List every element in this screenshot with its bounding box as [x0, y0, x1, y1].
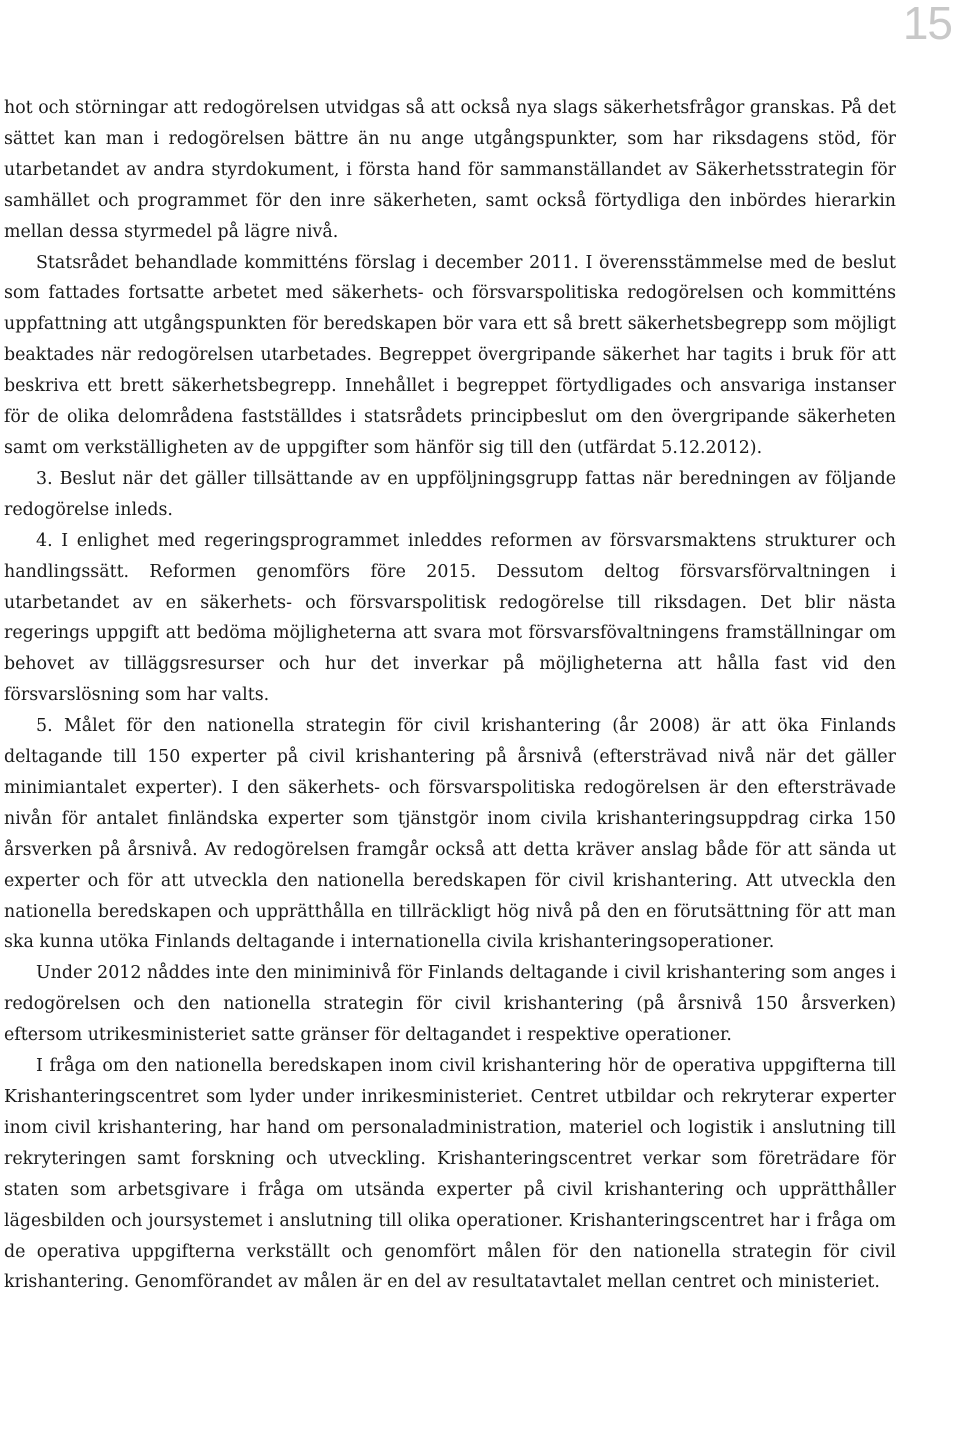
paragraph-5: 5. Målet för den nationella strategin för civil krishantering (år 2008) är att öka Finlands deltagande till 150 experter på civil krishantering på årsnivå (eftersträvad nivå när det gäller minimiantalet experter). I den säkerhets- och försvarspolitiska redogörelsen är den eftersträvade nivån för antalet finländska experter som tjänstgör inom civila krishanteringsuppdrag cirka 150 årsverken på årsnivå. Av redogörelsen framgår också att detta kräver anslag både för att sända ut experter och för att utveckla den nationella beredskapen för civil krishantering. Att utveckla den nationella beredskapen och upprätthålla en tillräckligt hög nivå på den en förutsättning för att man ska kunna utöka Finlands deltagande i internationella civila krishanteringsoperationer. — [4, 716, 896, 953]
paragraph-1: hot och störningar att redogörelsen utvidgas så att också nya slags säkerhetsfrågor granskas. På det sättet kan man i redogörelsen bättre än nu ange utgångspunkter, som har riksdagens stöd, för utarbetandet av andra styrdokument, i första hand för sammanställandet av Säkerhetsstrategin för samhället och programmet för den inre säkerheten, samt också förtydliga den inbördes hierarkin mellan dessa styrmedel på lägre nivå. — [4, 98, 896, 242]
page-number: 15 — [902, 0, 952, 49]
body-text — [4, 93, 896, 1298]
paragraph-4: 4. I enlighet med regeringsprogrammet inleddes reformen av försvarsmaktens strukturer och handlingssätt. Reformen genomförs före 2015. Dessutom deltog försvarsförvaltningen i utarbetandet av en säkerhets- och försvarspolitisk redogörelse till riksdagen. Det blir nästa regerings uppgift att bedöma möjligheterna att svara mot försvarsfövaltningens framställningar om behovet av tilläggsresurser och hur det inverkar på möjligheterna att hålla fast vid den försvarslösning som har valts. — [4, 530, 896, 706]
paragraph-7: I fråga om den nationella beredskapen inom civil krishantering hör de operativa uppgifterna till Krishanteringscentret som lyder under inrikesministeriet. Centret utbildar och rekryterar experter inom civil krishantering, har hand om personaladministration, materiel och logistik i anslutning till rekryteringen samt forskning och utveckling. Krishanteringscentret verkar som företrädare för staten som arbetsgivare i fråga om utsända experter på civil krishantering och upprätthåller lägesbilden och joursystemet i anslutning till olika operationer. Krishanteringscentret har i fråga om de operativa uppgifterna verkställt och genomfört målen för den nationella strategin för civil krishantering. Genomförandet av målen är en del av resultatavtalet mellan centret och ministeriet. — [4, 1056, 896, 1293]
paragraph-6: Under 2012 nåddes inte den miniminivå för Finlands deltagande i civil krishantering som anges i redogörelsen och den nationella strategin för civil krishantering (på årsnivå 150 årsverken) eftersom utrikesministeriet satte gränser för deltagandet i respektive operationer. — [4, 963, 896, 1046]
paragraph-3: 3. Beslut när det gäller tillsättande av en uppföljningsgrupp fattas när beredningen av följande redogörelse inleds. — [4, 468, 896, 520]
paragraph-2: Statsrådet behandlade kommitténs förslag i december 2011. I överensstämmelse med de beslut som fattades fortsatte arbetet med säkerhets- och försvarspolitiska redogörelsen och kommitténs uppfattning att utgångspunkten för beredskapen bör vara ett så brett säkerhetsbegrepp som möjligt beaktades när redogörelsen utarbetades. Begreppet övergripande säkerhet har tagits i bruk för att beskriva ett brett säkerhetsbegrepp. Innehållet i begreppet förtydligades och ansvariga instanser för de olika delområdena fastställdes i statsrådets principbeslut om den övergripande säkerheten samt om verkställigheten av de uppgifter som hänför sig till den (utfärdat 5.12.2012). — [4, 252, 896, 458]
